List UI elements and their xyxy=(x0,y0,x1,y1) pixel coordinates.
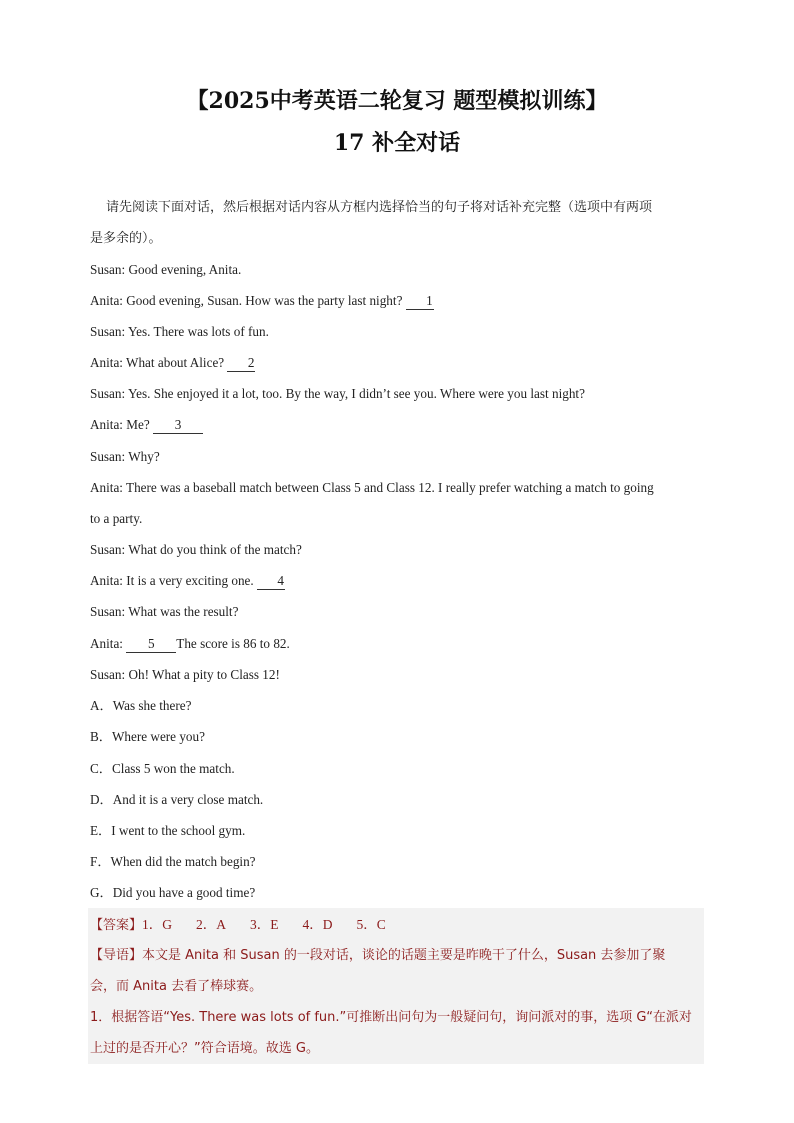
page-subtitle: 17 补全对话 xyxy=(333,130,461,156)
dialogue-line: Susan: What was the result? xyxy=(90,604,239,619)
dialogue-line: Susan: What do you think of the match? xyxy=(90,542,302,557)
answer-key: 1．G xyxy=(142,917,173,932)
option-item: D．And it is a very close match. xyxy=(90,792,264,807)
dialogue-line: Susan: Yes. She enjoyed it a lot, too. By the way, I didn’t see you. Where were you last night? xyxy=(90,386,585,401)
dialogue-line: Anita: What about Alice? 2 xyxy=(90,355,255,370)
answer-label: 【答案】 xyxy=(90,918,143,933)
explanation-line-1: 1．根据答语“Yes. There was lots of fun.”可推断出问句为一般疑问句，询问派对的事，选项 G“在派对 xyxy=(90,1010,692,1025)
option-item: G．Did you have a good time? xyxy=(90,885,256,900)
dialogue-line: Anita: Good evening, Susan. How was the party last night? 1 xyxy=(90,293,433,308)
dialogue-line: Susan: Yes. There was lots of fun. xyxy=(90,324,269,339)
dialogue-line: Susan: Oh! What a pity to Class 12! xyxy=(90,667,280,682)
answer-blank: 2 xyxy=(227,355,255,372)
guide-line-1: 【导语】本文是 Anita 和 Susan 的一段对话，谈论的话题主要是昨晚干了什么，Susan 去参加了聚 xyxy=(90,948,666,963)
instructions-line-1: 请先阅读下面对话，然后根据对话内容从方框内选择恰当的句子将对话补充完整（选项中有两项 xyxy=(106,200,653,215)
answer-key: 4．D xyxy=(302,917,333,932)
answer-key: 2．A xyxy=(196,917,227,932)
dialogue-line: Anita: It is a very exciting one. 4 xyxy=(90,573,284,588)
instructions-line-2: 是多余的）。 xyxy=(90,231,162,246)
dialogue-line: Anita: There was a baseball match between Class 5 and Class 12. I really prefer watching a match to going xyxy=(90,480,654,495)
option-item: E．I went to the school gym. xyxy=(90,823,246,838)
answer-blank: 1 xyxy=(406,293,434,310)
dialogue-line: to a party. xyxy=(90,511,143,526)
guide-label: 【导语】 xyxy=(90,948,143,963)
option-item: F．When did the match begin? xyxy=(90,854,256,869)
answer-line xyxy=(90,915,705,936)
guide-line-2: 会，而 Anita 去看了棒球赛。 xyxy=(90,979,263,994)
answer-key: 3．E xyxy=(250,917,279,932)
option-item: A．Was she there? xyxy=(90,698,192,713)
answer-blank: 4 xyxy=(257,573,285,590)
answer-blank: 3 xyxy=(153,417,203,434)
page-title: 【2025中考英语二轮复习 题型模拟训练】 xyxy=(186,88,608,114)
option-item: C．Class 5 won the match. xyxy=(90,761,235,776)
option-item: B．Where were you? xyxy=(90,729,205,744)
answer-blank: 5 xyxy=(126,636,176,653)
dialogue-line: Susan: Good evening, Anita. xyxy=(90,262,242,277)
dialogue-line: Susan: Why? xyxy=(90,449,160,464)
answer-key: 5．C xyxy=(356,917,386,932)
dialogue-line: Anita: Me? 3 xyxy=(90,415,710,435)
dialogue-line: Anita: 5 The score is 86 to 82. xyxy=(90,636,290,651)
explanation-line-2: 上过的是否开心？”符合语境。故选 G。 xyxy=(90,1041,319,1056)
